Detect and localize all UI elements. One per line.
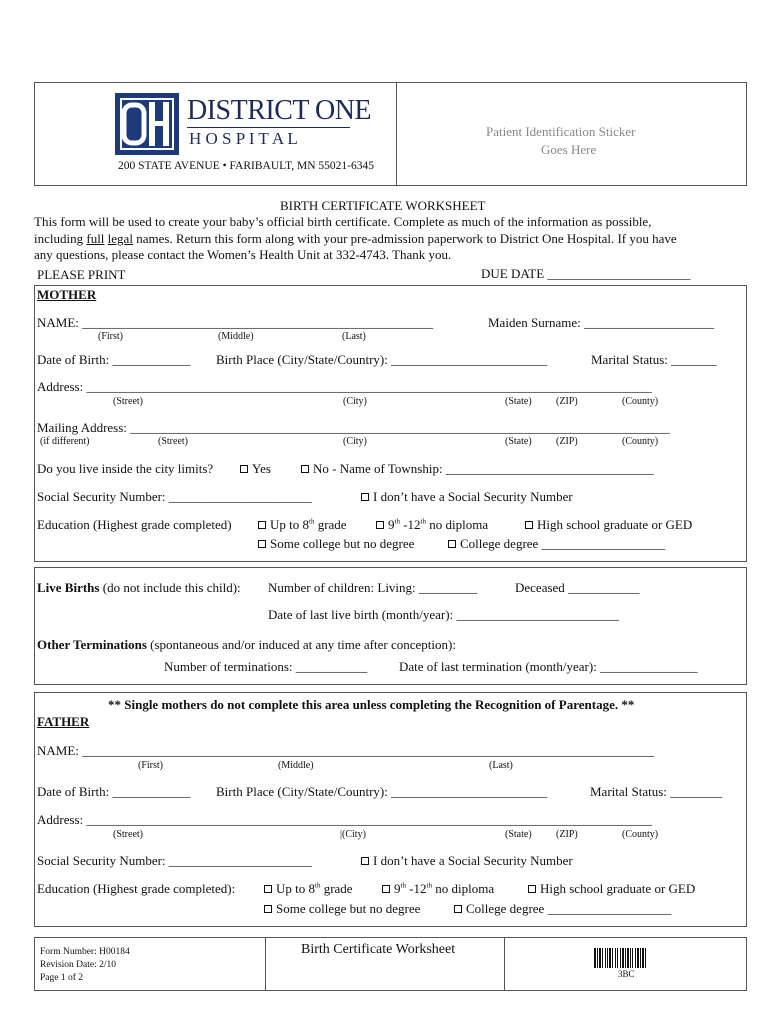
mother-addr-street: (Street) xyxy=(113,396,143,407)
mother-address-field[interactable]: Address: _______________________________________________________________________________________ xyxy=(37,379,652,394)
intro-line2: including full legal names. Return this form along with your pre-admission paperwork to District One Hospital. If you have xyxy=(34,231,677,246)
father-ssn-field[interactable]: Social Security Number: ______________________ xyxy=(37,853,312,868)
full-word: full xyxy=(86,231,105,246)
mother-dob-field[interactable]: Date of Birth: ____________ xyxy=(37,352,191,367)
mother-edu-degree[interactable]: College degree ___________________ xyxy=(448,536,665,552)
father-address-field[interactable]: Address: _______________________________________________________________________________________ xyxy=(37,812,652,827)
father-dob-field[interactable]: Date of Birth: ____________ xyxy=(37,784,191,799)
city-limits-question: Do you live inside the city limits? xyxy=(37,461,214,476)
father-sub-last: (Last) xyxy=(489,760,513,771)
barcode-text: 3BC xyxy=(618,969,635,979)
legal-word: legal xyxy=(107,231,133,246)
mother-ssn-field[interactable]: Social Security Number: ______________________ xyxy=(37,489,312,504)
father-education-label: Education (Highest grade completed): xyxy=(37,881,236,896)
header-divider xyxy=(396,82,397,186)
mother-if-different: (if different) xyxy=(40,436,90,447)
hospital-address: 200 STATE AVENUE • FARIBAULT, MN 55021-6345 xyxy=(118,160,375,172)
checkbox-icon[interactable] xyxy=(382,885,390,893)
logo-mark-icon xyxy=(115,93,179,155)
mother-addr-zip: (ZIP) xyxy=(556,396,578,407)
father-heading: FATHER xyxy=(37,714,90,729)
father-addr-county: (County) xyxy=(622,829,659,840)
checkbox-icon[interactable] xyxy=(376,521,384,529)
father-edu-9-12[interactable]: 9th -12th no diploma xyxy=(382,881,494,897)
mother-mail-street: (Street) xyxy=(158,436,188,447)
footer-revision: Revision Date: 2/10 xyxy=(40,960,116,970)
father-notice: ** Single mothers do not complete this area unless completing the Recognition of Parentage. ** xyxy=(108,697,635,712)
checkbox-icon[interactable] xyxy=(454,905,462,913)
mother-no-ssn[interactable]: I don’t have a Social Security Number xyxy=(361,489,573,505)
father-name-field[interactable]: NAME: ________________________________________________________________________________________ xyxy=(37,743,655,758)
barcode-graphic xyxy=(594,948,680,968)
father-edu-upto8[interactable]: Up to 8th grade xyxy=(264,881,353,897)
deceased-field[interactable]: Deceased ___________ xyxy=(515,580,640,595)
num-terminations-field[interactable]: Number of terminations: ___________ xyxy=(164,659,368,674)
checkbox-icon[interactable] xyxy=(264,885,272,893)
mother-mail-county: (County) xyxy=(622,436,659,447)
father-sub-middle: (Middle) xyxy=(278,760,314,771)
father-addr-state: (State) xyxy=(505,829,532,840)
other-terminations-label: Other Terminations (spontaneous and/or induced at any time after conception): xyxy=(37,637,456,652)
checkbox-icon[interactable] xyxy=(528,885,536,893)
checkbox-icon[interactable] xyxy=(240,465,248,473)
footer-title: Birth Certificate Worksheet xyxy=(301,942,456,957)
checkbox-icon[interactable] xyxy=(258,521,266,529)
logo-name: DISTRICT ONE xyxy=(187,95,372,126)
intro-line3: any questions, please contact the Women’s Health Unit at 332-4743. Thank you. xyxy=(34,247,452,262)
mother-maiden-field[interactable]: Maiden Surname: ____________________ xyxy=(488,315,715,330)
mother-sub-middle: (Middle) xyxy=(218,331,254,342)
mother-heading: MOTHER xyxy=(37,287,97,302)
father-addr-street: (Street) xyxy=(113,829,143,840)
father-edu-hs[interactable]: High school graduate or GED xyxy=(528,881,695,897)
mother-birthplace-field[interactable]: Birth Place (City/State/Country): ________________________ xyxy=(216,352,548,367)
intro-line1: This form will be used to create your baby’s official birth certificate. Complete as much of the information as possible, xyxy=(34,214,652,229)
father-addr-zip: (ZIP) xyxy=(556,829,578,840)
logo-rule xyxy=(187,127,350,128)
footer-divider-left xyxy=(265,937,266,991)
mother-mail-city: (City) xyxy=(343,436,367,447)
mother-addr-county: (County) xyxy=(622,396,659,407)
checkbox-icon[interactable] xyxy=(361,857,369,865)
please-print: PLEASE PRINT xyxy=(37,267,126,282)
sticker-line2: Goes Here xyxy=(541,142,597,157)
footer-page: Page 1 of 2 xyxy=(40,973,84,983)
due-date-field[interactable]: DUE DATE ______________________ xyxy=(481,266,691,281)
father-addr-city: |(City) xyxy=(340,829,366,840)
hospital-logo xyxy=(115,93,372,155)
living-children-field[interactable]: Number of children: Living: _________ xyxy=(268,580,478,595)
checkbox-icon[interactable] xyxy=(448,540,456,548)
checkbox-icon[interactable] xyxy=(525,521,533,529)
mother-name-field[interactable]: NAME: ______________________________________________________ xyxy=(37,315,434,330)
mother-sub-last: (Last) xyxy=(342,331,366,342)
mother-addr-state: (State) xyxy=(505,396,532,407)
mother-mailing-field[interactable]: Mailing Address: ___________________________________________________________________________________ xyxy=(37,420,670,435)
checkbox-icon[interactable] xyxy=(258,540,266,548)
father-edu-some[interactable]: Some college but no degree xyxy=(264,901,420,917)
city-limits-yes[interactable]: Yes xyxy=(240,461,271,477)
checkbox-icon[interactable] xyxy=(264,905,272,913)
father-marital-field[interactable]: Marital Status: ________ xyxy=(590,784,723,799)
mother-mail-state: (State) xyxy=(505,436,532,447)
footer-divider-right xyxy=(504,937,505,991)
barcode-icon xyxy=(594,948,680,968)
mother-mail-zip: (ZIP) xyxy=(556,436,578,447)
mother-education-label: Education (Highest grade completed) xyxy=(37,517,232,532)
last-termination-field[interactable]: Date of last termination (month/year): _______________ xyxy=(399,659,698,674)
sticker-line1: Patient Identification Sticker xyxy=(486,124,636,139)
checkbox-icon[interactable] xyxy=(361,493,369,501)
checkbox-icon[interactable] xyxy=(301,465,309,473)
mother-addr-city: (City) xyxy=(343,396,367,407)
father-sub-first: (First) xyxy=(138,760,163,771)
footer-form-number: Form Number: H00184 xyxy=(40,947,130,957)
mother-edu-some[interactable]: Some college but no degree xyxy=(258,536,414,552)
mother-edu-9-12[interactable]: 9th -12th no diploma xyxy=(376,517,488,533)
last-live-birth-field[interactable]: Date of last live birth (month/year): _________________________ xyxy=(268,607,619,622)
city-limits-no[interactable]: No - Name of Township: ________________________________ xyxy=(301,461,654,477)
mother-sub-first: (First) xyxy=(98,331,123,342)
father-birthplace-field[interactable]: Birth Place (City/State/Country): ________________________ xyxy=(216,784,548,799)
father-edu-degree[interactable]: College degree ___________________ xyxy=(454,901,671,917)
live-births-label: Live Births (do not include this child): xyxy=(37,580,241,595)
mother-edu-hs[interactable]: High school graduate or GED xyxy=(525,517,692,533)
mother-edu-upto8[interactable]: Up to 8th grade xyxy=(258,517,347,533)
mother-marital-field[interactable]: Marital Status: _______ xyxy=(591,352,717,367)
logo-sub: H O S P I T A L xyxy=(189,129,298,148)
father-no-ssn[interactable]: I don’t have a Social Security Number xyxy=(361,853,573,869)
form-title: BIRTH CERTIFICATE WORKSHEET xyxy=(280,198,486,213)
